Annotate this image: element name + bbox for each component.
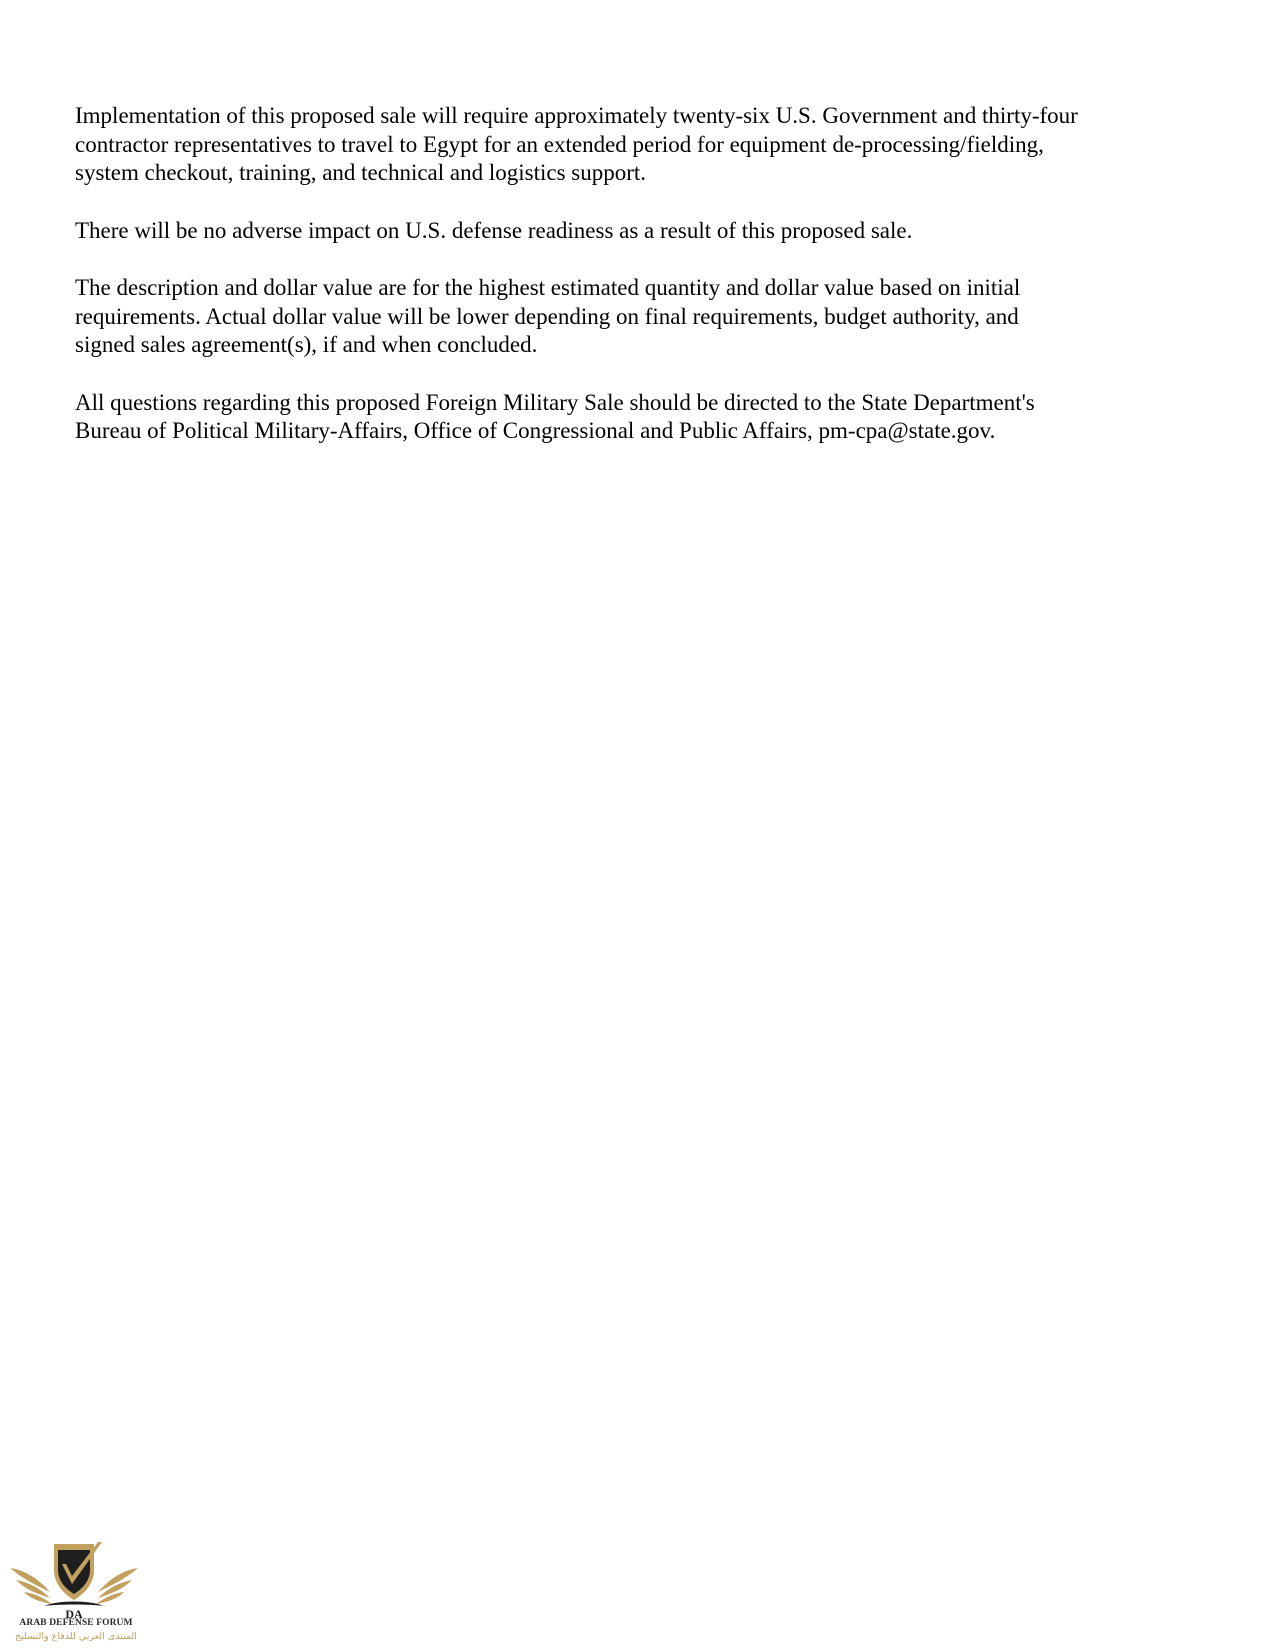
watermark-logo xyxy=(10,1540,142,1648)
text-line: signed sales agreement(s), if and when concluded. xyxy=(75,332,538,357)
paragraph-implementation xyxy=(75,102,1205,188)
logo-monogram: DA xyxy=(65,1607,83,1621)
text-line: There will be no adverse impact on U.S. defense readiness as a result of this proposed sale. xyxy=(75,217,913,243)
text-line: Implementation of this proposed sale will require approximately twenty-six U.S. Government and thirty-four xyxy=(75,103,1078,128)
text-line: system checkout, training, and technical and logistics support. xyxy=(75,160,647,185)
text-line: Bureau of Political Military-Affairs, Office of Congressional and Public Affairs, pm-cpa@state.gov. xyxy=(75,418,996,443)
paragraph-readiness xyxy=(75,217,1205,246)
text-line: requirements. Actual dollar value will be lower depending on final requirements, budget authority, and xyxy=(75,303,1019,329)
text-line: contractor representatives to travel to Egypt for an extended period for equipment de-processing/fielding, xyxy=(75,131,1044,157)
logo-name-en: ARAB DEFENSE FORUM xyxy=(19,1618,133,1628)
shield-wings-icon xyxy=(10,1540,142,1622)
logo-name-ar: المنتدى العربي للدفاع والتسليح xyxy=(15,1631,137,1642)
right-wing-icon xyxy=(96,1568,138,1604)
paragraph-dollar-value xyxy=(75,274,1205,360)
text-line: The description and dollar value are for the highest estimated quantity and dollar value based on initial xyxy=(75,275,1021,300)
left-wing-icon xyxy=(10,1568,52,1604)
text-line: All questions regarding this proposed Foreign Military Sale should be directed to the State Department's xyxy=(75,389,1035,415)
paragraph-questions xyxy=(75,389,1205,446)
document-body xyxy=(75,102,1205,475)
